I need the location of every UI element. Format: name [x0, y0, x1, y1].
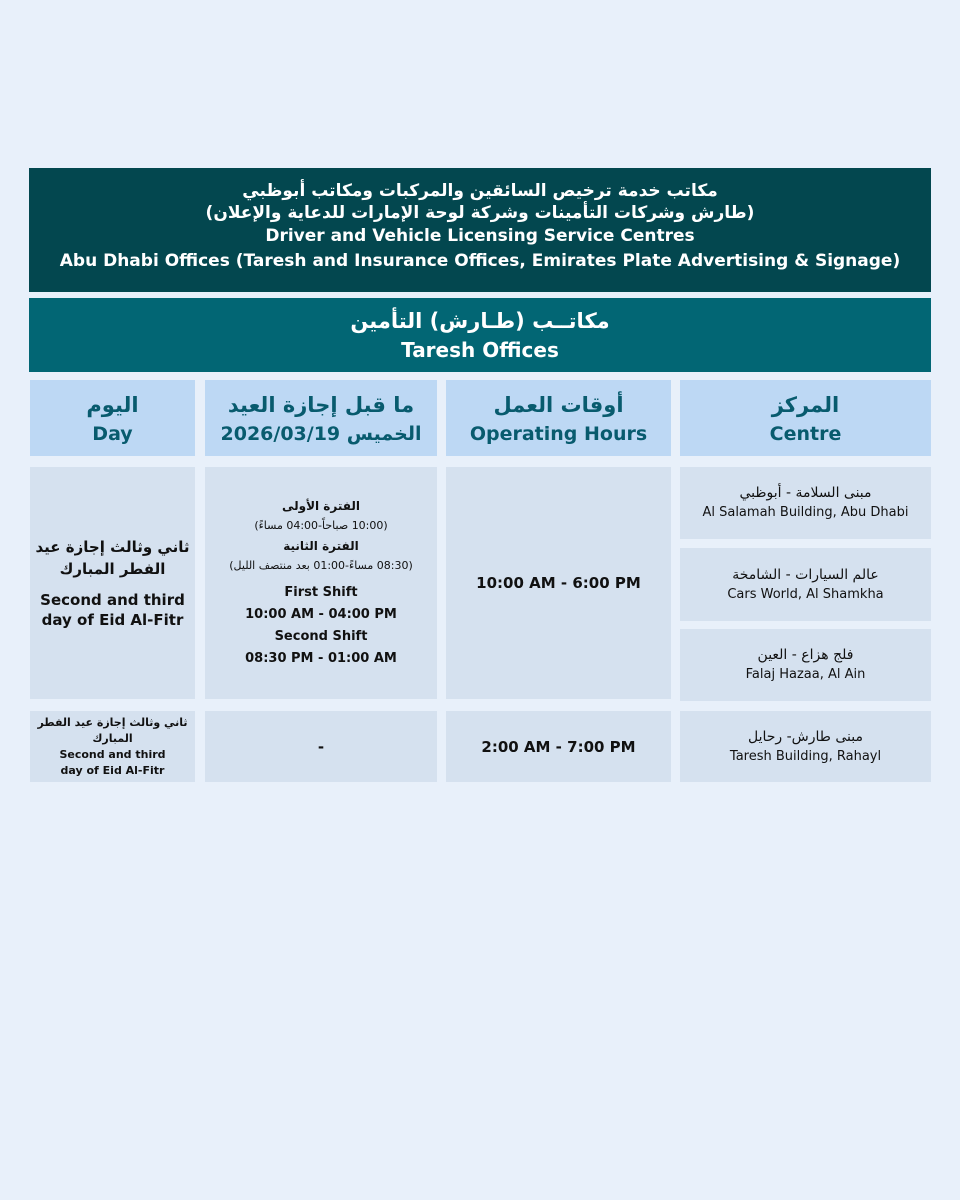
title-english-line2: Abu Dhabi Offices (Taresh and Insurance Offices, Emirates Plate Advertising & Signage)	[59, 251, 901, 271]
second-shift-arabic-title: الفترة الثانية	[283, 539, 359, 553]
centre-cell-cars-world	[680, 548, 931, 621]
section-title-arabic: مكاتــب (طـارش) التأمين	[350, 309, 610, 333]
day-cell-group1	[30, 467, 195, 699]
centre-english: Al Salamah Building, Abu Dhabi	[702, 505, 909, 520]
day-cell-group2	[30, 711, 195, 782]
operating-hours-value: 2:00 AM - 7:00 PM	[481, 737, 636, 756]
day-arabic: ثاني وثالث إجازة عيد الفطر المبارك	[37, 715, 188, 745]
section-title-banner	[29, 298, 931, 372]
centre-arabic: مبنى طارش- رحايل	[747, 728, 863, 745]
hours-cell-group1	[446, 467, 671, 699]
day-english: Second and third day of Eid Al-Fitr	[40, 591, 185, 629]
pre-eid-cell-group1	[205, 467, 437, 699]
main-title-banner	[29, 168, 931, 292]
second-shift-arabic-time: (08:30 مساءً-01:00 بعد منتصف الليل)	[229, 559, 413, 572]
centre-cell-al-salamah	[680, 467, 931, 539]
hours-cell-group2	[446, 711, 671, 782]
header-operating-hours	[446, 380, 671, 456]
centre-english: Falaj Hazaa, Al Ain	[745, 667, 866, 682]
section-title-english: Taresh Offices	[401, 338, 559, 362]
header-day-english: Day	[92, 423, 133, 445]
first-shift-english-title: First Shift	[284, 585, 358, 600]
operating-hours-value: 10:00 AM - 6:00 PM	[476, 574, 641, 592]
centre-arabic: مبنى السلامة - أبوظبي	[739, 485, 872, 501]
centre-arabic: عالم السيارات - الشامخة	[732, 566, 879, 583]
header-hours-arabic: أوقات العمل	[493, 393, 624, 417]
pre-eid-cell-group2	[205, 711, 437, 782]
header-centre	[680, 380, 931, 456]
first-shift-arabic-time: (10:00 صباحاً-04:00 مساءً)	[254, 519, 388, 532]
title-english-line1: Driver and Vehicle Licensing Service Centres	[265, 226, 695, 246]
title-arabic-line1: مكاتب خدمة ترخيص السائقين والمركبات ومكاتب أبوظبي	[242, 181, 718, 201]
header-day-arabic: اليوم	[86, 393, 139, 417]
centre-english: Taresh Building, Rahayl	[729, 748, 882, 764]
header-centre-arabic: المركز	[771, 393, 840, 417]
centre-cell-falaj-hazaa	[680, 629, 931, 701]
day-arabic: ثاني وثالث إجازة عيد الفطر المبارك	[35, 538, 190, 578]
first-shift-english-time: 10:00 AM - 04:00 PM	[245, 607, 397, 622]
second-shift-english-time: 08:30 PM - 01:00 AM	[245, 651, 397, 666]
first-shift-arabic-title: الفترة الأولى	[281, 499, 361, 513]
title-arabic-line2: (طارش وشركات التأمينات وشركة لوحة الإمارات للدعاية والإعلان)	[205, 203, 755, 223]
centre-arabic: فلج هزاع - العين	[757, 647, 854, 663]
centre-english: Cars World, Al Shamkha	[727, 586, 884, 602]
second-shift-english-title: Second Shift	[274, 629, 368, 644]
header-day	[30, 380, 195, 456]
centre-cell-taresh-building	[680, 711, 931, 782]
header-hours-english: Operating Hours	[469, 423, 648, 445]
header-pre-eid	[205, 380, 437, 456]
pre-eid-dash: -	[317, 737, 325, 756]
day-english: Second and third day of Eid Al-Fitr	[59, 747, 166, 777]
header-pre-eid-date: الخميس 2026/03/19	[220, 423, 422, 445]
header-pre-eid-arabic: ما قبل إجازة العيد	[227, 393, 415, 417]
header-centre-english: Centre	[769, 423, 842, 445]
